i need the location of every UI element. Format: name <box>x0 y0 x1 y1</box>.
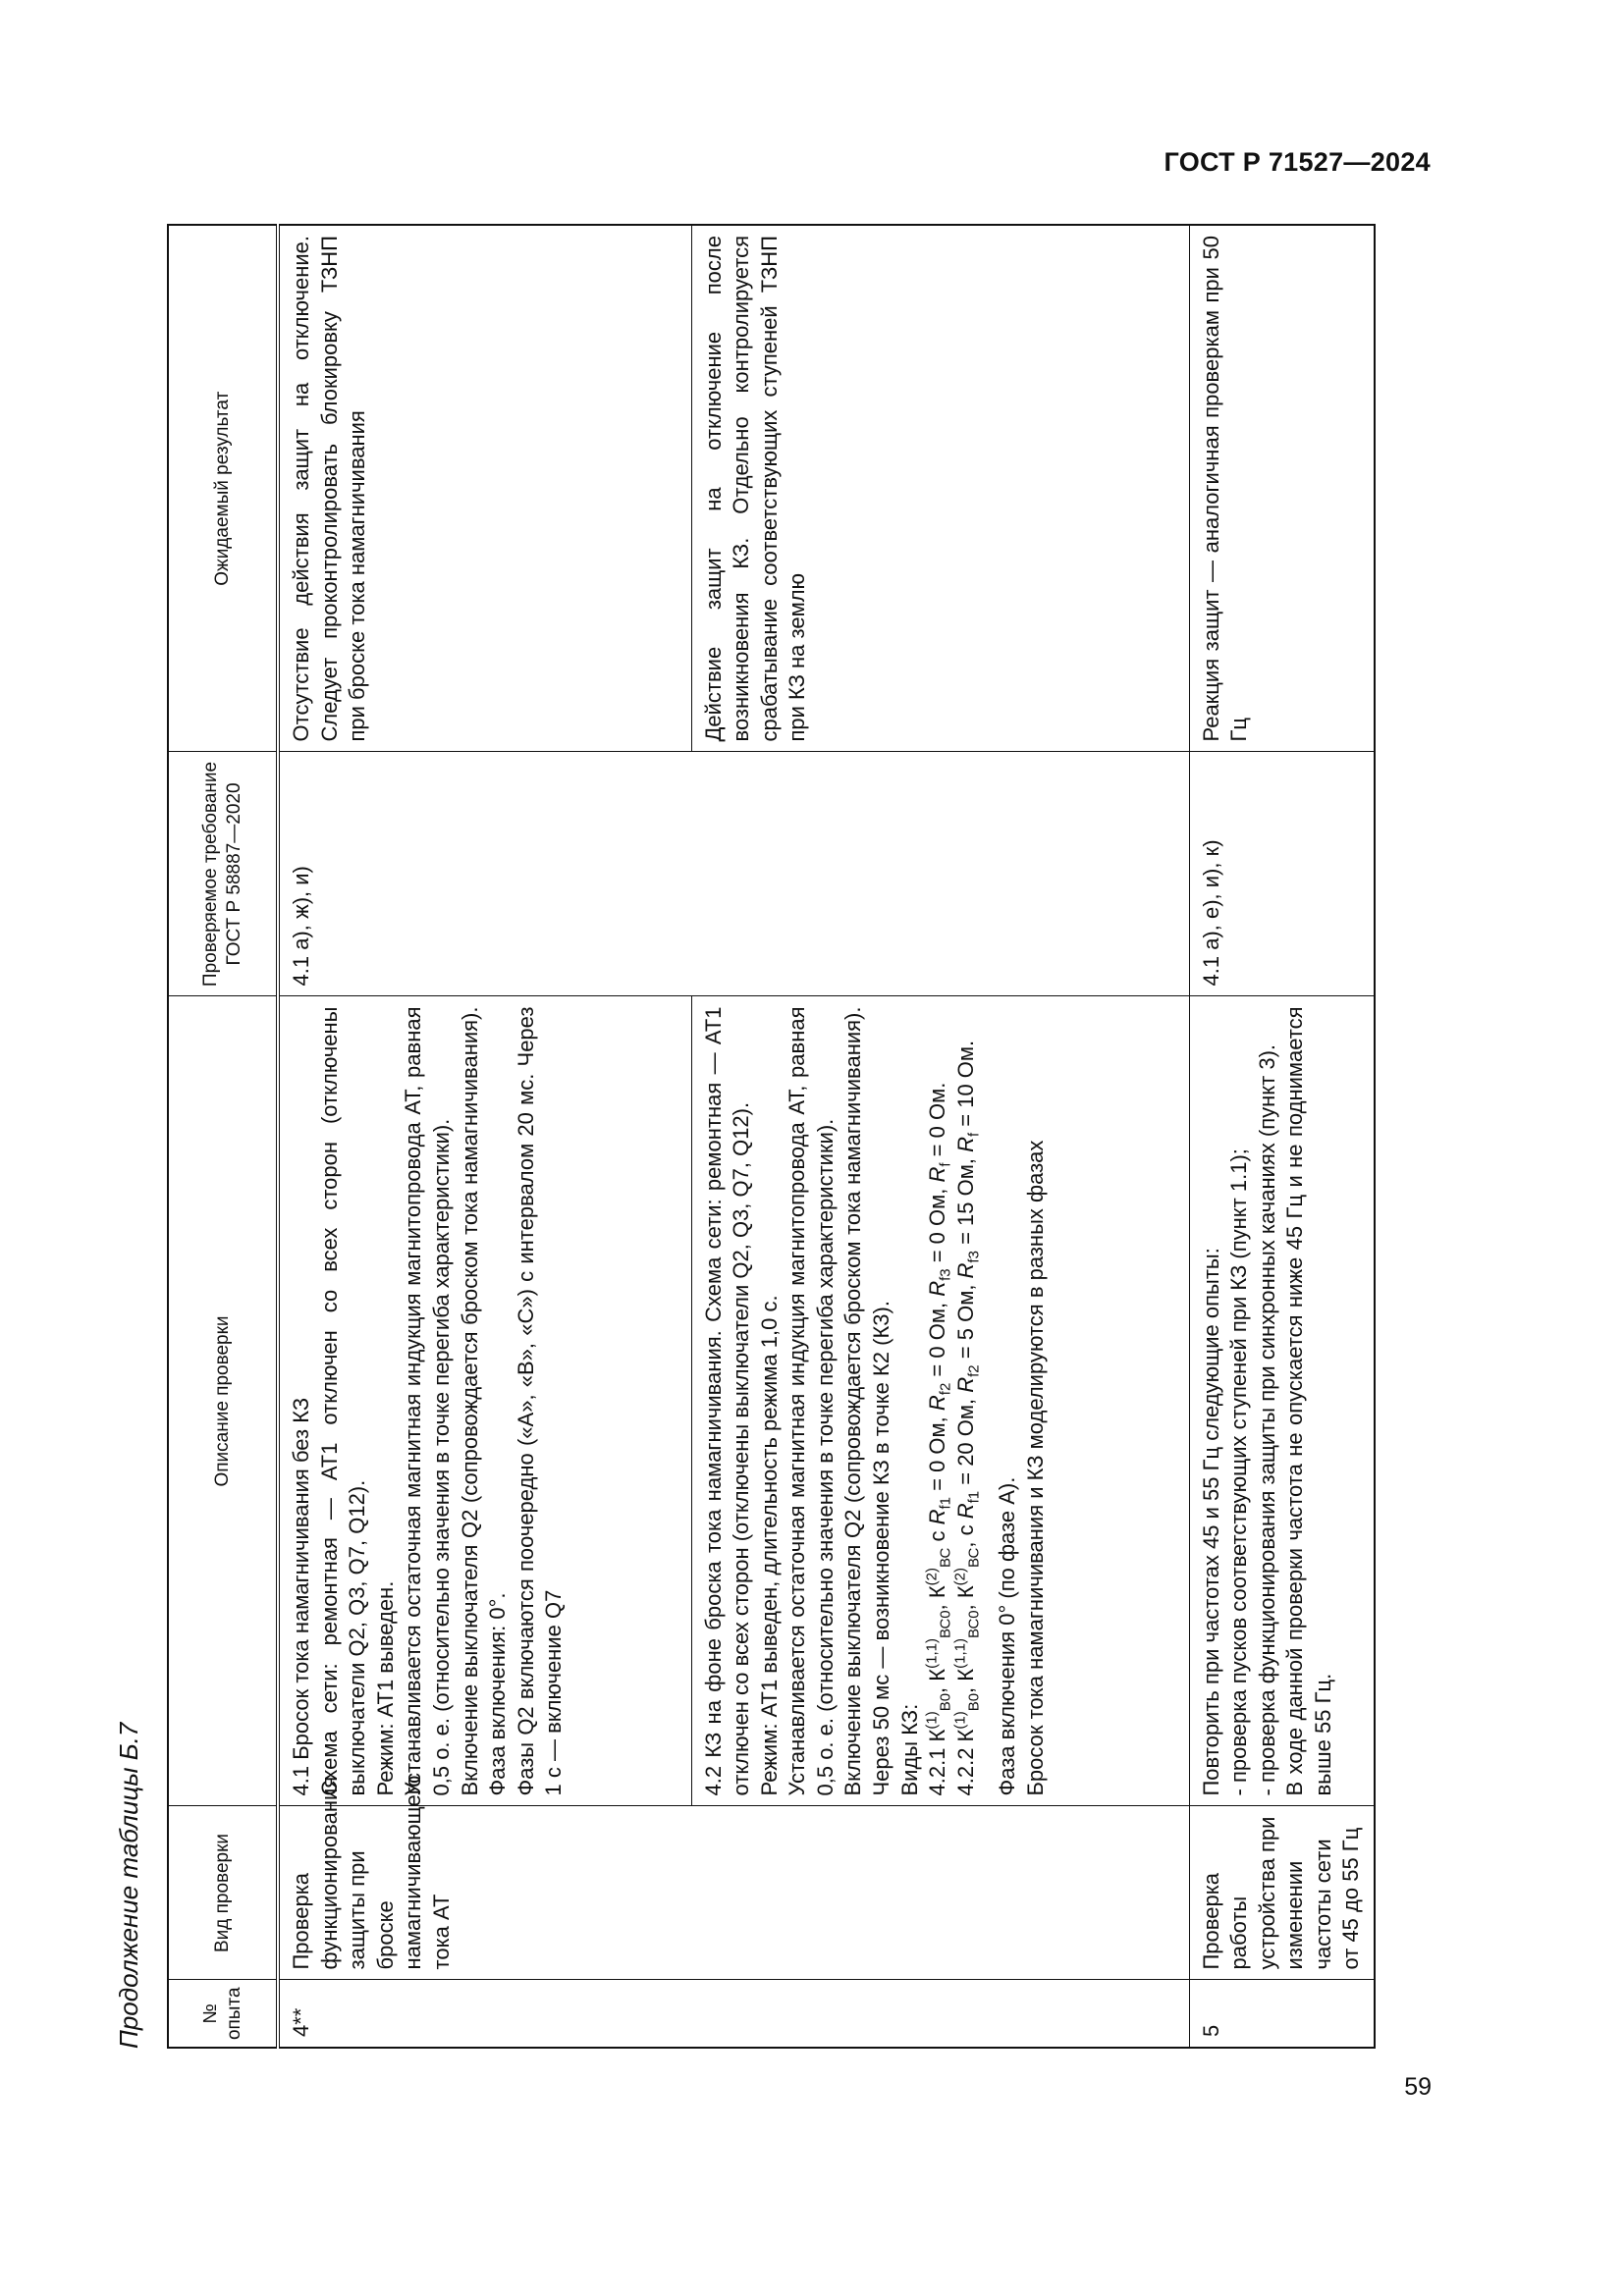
table-header-row <box>168 225 278 2048</box>
col-header-description: Описание проверки <box>168 996 278 1806</box>
rotated-table-page <box>114 226 1364 2049</box>
cell-num: 5 <box>1189 1980 1375 2048</box>
desc-line: Включение выключателя Q2 (сопровождается броском тока намагничивания). Фаза включения: 0°. <box>457 1006 511 1796</box>
table-row <box>691 225 1189 2048</box>
cell-description <box>278 996 691 1806</box>
desc-line: В ходе данной проверки частота не опускается ниже 45 Гц и не поднимается выше 55 Гц. <box>1282 1006 1335 1796</box>
cell-kind: Проверка работы устройства при изменении частоты сети от 45 до 55 Гц <box>1189 1806 1375 1980</box>
desc-line: Бросок тока намагничивания и КЗ моделируются в разных фазах <box>1023 1140 1049 1796</box>
table-row <box>1189 225 1375 2048</box>
desc-line: 4.1 Бросок тока намагничивания без КЗ <box>289 1397 313 1796</box>
cell-num: 4** <box>278 1980 1189 2048</box>
desc-line: - проверка пусков соответствующих ступеней при КЗ (пункт 1.1); <box>1226 1148 1252 1796</box>
cell-requirement: 4.1 а), е), и), к) <box>1189 752 1375 996</box>
cell-result: Действие защит на отключение после возникновения КЗ. Отдельно контролируется срабатывание соответствующих ступеней ТЗНП при КЗ на землю <box>691 225 1189 752</box>
page-number: 59 <box>1404 2073 1432 2101</box>
desc-line: Повторить при частотах 45 и 55 Гц следующие опыты: <box>1198 1248 1223 1796</box>
desc-line: 4.2 КЗ на фоне броска тока намагничивания. Схема сети: ремонтная — АТ1 отключен со всех сторон (отключены выключатели Q2, Q3, Q7, Q12). <box>700 1006 754 1796</box>
desc-line: Устанавливается остаточная магнитная индукция магнитопровода АТ, равная 0,5 о. е. (относительно значения в точке перегиба характеристики). <box>401 1006 454 1796</box>
table-row <box>278 225 691 2048</box>
cell-description <box>1189 996 1375 1806</box>
desc-line: Фаза включения 0° (по фазе А). <box>995 1476 1020 1796</box>
cell-result: Отсутствие действия защит на отключение. Следует проконтролировать блокировку ТЗНП при броске тока намагничивания <box>278 225 691 752</box>
table-caption: Продолжение таблицы Б.7 <box>114 1722 143 2049</box>
desc-line: Режим: АТ1 выведен, длительность режима 1,0 с. <box>756 1295 782 1796</box>
kz-case-4-2-1: 4.2.1 $К^{(1)}_{В0}$, К$^{(1,1)}_{ВС0}$, $К^{(2)}_{ВС}$ с $R_{f1} = 0$ Ом, $R_{f2} = 0$ Ом, $R_{f3} = 0$ Ом, $R_f = 0$ Ом. <box>923 1082 954 1796</box>
desc-line: Виды КЗ: <box>896 1703 922 1796</box>
cell-description <box>691 996 1189 1806</box>
cell-requirement: 4.1 а), ж), и) <box>278 752 1189 996</box>
col-header-result: Ожидаемый результат <box>168 225 278 752</box>
desc-line: - проверка функционирования защиты при синхронных качаниях (пункт 3). <box>1254 1043 1279 1796</box>
desc-line: Схема сети: ремонтная — АТ1 отключен со всех сторон (отключены выключатели Q2, Q3, Q7, Q12). <box>316 1006 370 1796</box>
col-header-kind: Вид проверки <box>168 1806 278 1980</box>
col-header-requirement: Проверяемое требование ГОСТ Р 58887—2020 <box>168 752 278 996</box>
col-header-num: № опыта <box>168 1980 278 2048</box>
desc-line: Режим: АТ1 выведен. <box>372 1580 398 1796</box>
cell-result: Реакция защит — аналогичная проверкам при 50 Гц <box>1189 225 1375 752</box>
desc-line: Устанавливается остаточная магнитная индукция магнитопровода АТ, равная 0,5 о. е. (относительно значения в точке перегиба характеристики). <box>785 1006 838 1796</box>
test-table <box>167 224 1376 2049</box>
standard-header: ГОСТ Р 71527—2024 <box>1164 147 1431 177</box>
desc-line: Фазы Q2 включаются поочередно («А», «В», «С») с интервалом 20 мс. Через 1 с — включение Q7 <box>513 1006 567 1796</box>
kz-case-4-2-2: 4.2.2 $К^{(1)}_{В0}$, К$^{(1,1)}_{ВС0}$, $К^{(2)}_{ВС}$, с $R_{f1} = 20$ Ом, $R_{f2} = 5$ Ом, $R_{f3} = 15$ Ом, $R_f = 10$ Ом. <box>951 1040 983 1796</box>
cell-kind: Проверка функционирования защиты при броске намагничивающего тока АТ <box>278 1806 1189 1980</box>
desc-line: Включение выключателя Q2 (сопровождается броском тока намагничивания). Через 50 мс — возникновение КЗ в точке К2 (К3). <box>840 1006 894 1796</box>
